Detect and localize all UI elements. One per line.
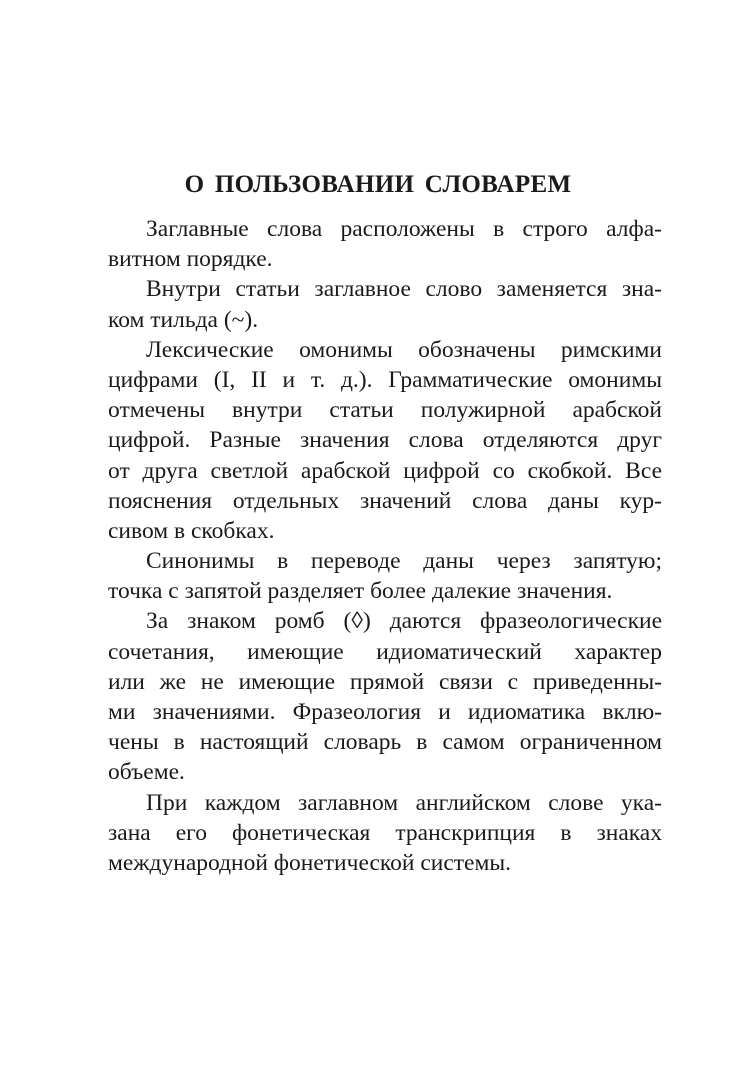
text-line: Внутри статьи заглавное слово заменяется зна- <box>146 276 662 303</box>
text-line: Заглавные слова расположены в строго алфа- <box>146 216 662 242</box>
text-line: международной фонетической системы. <box>108 849 511 876</box>
text-line: ком тильда (~). <box>108 306 259 333</box>
text-line: сивом в скобках. <box>108 517 275 544</box>
text-line: цифрами (I, II и т. д.). Грамматические омонимы <box>108 366 662 393</box>
text-line: или же не имеющие прямой связи с приведенны- <box>108 668 662 695</box>
text-line: цифрой. Разные значения слова отделяются друг <box>108 427 662 454</box>
text-line: зана его фонетическая транскрипция в знаках <box>108 819 662 846</box>
text-line: объеме. <box>108 759 185 786</box>
text-line: Лексические омонимы обозначены римскими <box>146 336 662 363</box>
text-line: ми значениями. Фразеология и идиоматика вклю- <box>108 699 662 725</box>
text-line: За знаком ромб (◊) даются фразеологические <box>146 608 662 635</box>
text-line: сочетания, имеющие идиоматический характер <box>108 638 662 665</box>
body-text <box>108 214 662 878</box>
text-line: пояснения отдельных значений слова даны кур- <box>108 487 662 514</box>
text-line: точка с запятой разделяет более далекие значения. <box>108 578 613 605</box>
text-line: Синонимы в переводе даны через запятую; <box>146 548 662 575</box>
text-line: отмечены внутри статьи полужирной арабской <box>108 397 662 424</box>
page-title: О ПОЛЬЗОВАНИИ СЛОВАРЕМ <box>184 171 572 198</box>
text-line: При каждом заглавном английском слове ука- <box>146 789 662 816</box>
text-line: от друга светлой арабской цифрой со скобкой. Все <box>108 457 662 484</box>
text-line: витном порядке. <box>108 246 273 273</box>
text-line: чены в настоящий словарь в самом ограниченном <box>108 729 662 756</box>
